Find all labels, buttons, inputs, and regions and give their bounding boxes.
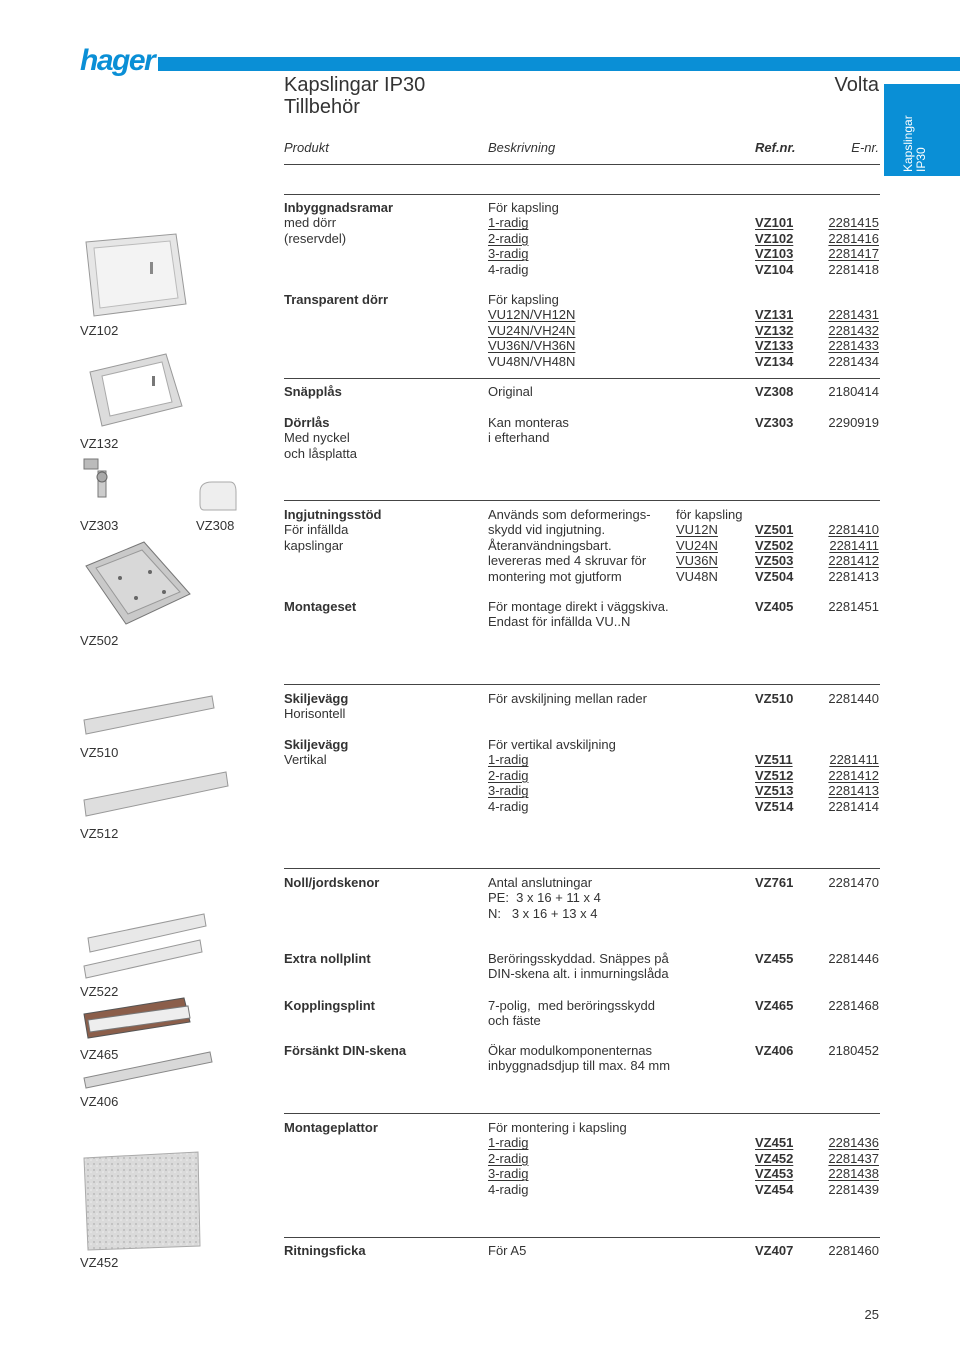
product-sub: och låsplatta — [284, 445, 357, 461]
e-nr: 2281436 — [828, 1135, 879, 1151]
e-nr: 2281412 — [828, 767, 879, 783]
desc: inbyggnadsdjup till max. 84 mm — [488, 1058, 671, 1074]
desc: DIN-skena alt. i inmurningslåda — [488, 966, 669, 982]
desc: Endast för infällda VU..N — [488, 614, 631, 630]
e-nr: 2281468 — [828, 998, 879, 1013]
e-nr: 2281416 — [828, 230, 879, 246]
e-nr: 2281437 — [828, 1150, 879, 1166]
e-nr: 2281431 — [828, 307, 879, 323]
col-produkt: Produkt — [284, 140, 329, 155]
product-name: Skiljevägg — [284, 737, 349, 752]
rule-s9 — [284, 868, 880, 869]
e-nr: 2281417 — [828, 246, 879, 262]
e-nr: 2281411 — [829, 752, 879, 768]
ref-nr: VZ406 — [755, 1043, 794, 1058]
image-vz308 — [196, 480, 240, 516]
product-name: Noll/jordskenor — [284, 875, 380, 890]
e-nr: 2281433 — [828, 338, 879, 354]
title-line-1: Kapslingar IP30 — [284, 74, 426, 96]
label-vz465: VZ465 — [80, 1047, 119, 1062]
desc: 4-radig — [488, 1181, 529, 1197]
product-name: Dörrlås — [284, 415, 330, 430]
ref-nr: VZ465 — [755, 998, 794, 1013]
title-line-2: Tillbehör — [284, 96, 360, 118]
product-name: Extra nollplint — [284, 951, 371, 966]
ref-nr: VZ514 — [755, 798, 794, 814]
side-tab — [884, 84, 960, 176]
label-vz512: VZ512 — [80, 826, 119, 841]
label-vz502: VZ502 — [80, 633, 119, 648]
image-vz502 — [80, 538, 196, 628]
ref-nr: VZ511 — [755, 752, 793, 768]
ref-nr: VZ513 — [755, 783, 794, 799]
product-sub: För infällda — [284, 522, 349, 538]
ref-nr: VZ455 — [755, 951, 794, 966]
desc: För A5 — [488, 1243, 527, 1258]
e-nr: 2281414 — [828, 798, 879, 814]
rule-s7 — [284, 684, 880, 685]
e-nr: 2180452 — [828, 1043, 879, 1058]
image-vz406 — [80, 1048, 216, 1092]
desc: Återanvändningsbart. — [488, 537, 612, 553]
e-nr: 2281415 — [828, 215, 879, 231]
ref-nr: VZ308 — [755, 384, 794, 399]
image-vz522 — [80, 912, 210, 980]
desc: 2-radig — [488, 1150, 529, 1166]
e-nr: 2281413 — [828, 783, 879, 799]
ref-nr: VZ407 — [755, 1243, 794, 1258]
e-nr: 2281413 — [828, 568, 879, 584]
page-number: 25 — [864, 1307, 879, 1322]
ref-nr: VZ504 — [755, 568, 794, 584]
image-vz510 — [80, 690, 218, 740]
desc: 1-radig — [488, 215, 529, 231]
image-vz132 — [86, 352, 186, 430]
rule-s5 — [284, 500, 880, 501]
desc: skydd vid ingjutning. — [488, 522, 606, 538]
e-nr: 2281438 — [828, 1166, 879, 1182]
label-vz303: VZ303 — [80, 518, 119, 533]
desc-head: För kapsling — [488, 200, 559, 215]
e-nr: 2290919 — [828, 415, 879, 430]
e-nr: 2281418 — [828, 261, 879, 277]
rule-s1 — [284, 194, 880, 195]
ref-nr: VZ510 — [755, 691, 794, 706]
image-vz465 — [80, 996, 196, 1044]
desc: Beröringsskyddad. Snäppes på — [488, 951, 669, 966]
e-nr: 2281440 — [828, 691, 879, 706]
ref-nr: VZ104 — [755, 261, 794, 277]
e-nr: 2281460 — [828, 1243, 879, 1258]
product-sub: (reservdel) — [284, 230, 347, 246]
image-vz512 — [80, 768, 232, 820]
label-vz406: VZ406 — [80, 1094, 119, 1109]
desc: i efterhand — [488, 430, 550, 446]
product-name: Kopplingsplint — [284, 998, 375, 1013]
e-nr: 2281446 — [828, 951, 879, 966]
ref-nr: VZ501 — [755, 522, 794, 538]
e-nr: 2281410 — [828, 522, 879, 538]
ref-nr: VZ452 — [755, 1150, 794, 1166]
desc: levereras med 4 skruvar för — [488, 553, 647, 569]
desc-head: för kapsling — [676, 507, 743, 522]
desc: och fäste — [488, 1013, 541, 1029]
e-nr: 2281434 — [828, 353, 879, 369]
e-nr: 2281451 — [828, 599, 879, 614]
ref-nr: VZ303 — [755, 415, 794, 430]
desc: 3-radig — [488, 1166, 529, 1182]
ref-nr: VZ453 — [755, 1166, 794, 1182]
hager-logo: hager — [80, 44, 155, 77]
desc: VU36N — [676, 553, 718, 569]
desc: PE: 3 x 16 + 11 x 4 — [488, 890, 601, 906]
label-vz452: VZ452 — [80, 1255, 119, 1270]
desc: 1-radig — [488, 752, 529, 768]
e-nr: 2180414 — [828, 384, 879, 399]
ref-nr: VZ454 — [755, 1181, 794, 1197]
desc: VU36N/VH36N — [488, 338, 576, 354]
desc: VU12N/VH12N — [488, 307, 576, 323]
ref-nr: VZ102 — [755, 230, 794, 246]
desc: Antal anslutningar — [488, 875, 593, 890]
desc: 7-polig, med beröringsskydd — [488, 998, 655, 1013]
desc: N: 3 x 16 + 13 x 4 — [488, 905, 598, 921]
col-ref: Ref.nr. — [755, 140, 796, 155]
product-sub: Med nyckel — [284, 430, 350, 446]
ref-nr: VZ451 — [755, 1135, 794, 1151]
desc: För avskiljning mellan rader — [488, 691, 647, 706]
desc: 1-radig — [488, 1135, 529, 1151]
ref-nr: VZ132 — [755, 322, 794, 338]
desc-head: För kapsling — [488, 292, 559, 307]
rule-s13 — [284, 1113, 880, 1114]
desc: För montage direkt i väggskiva. — [488, 599, 669, 614]
page-title — [284, 74, 425, 118]
side-tab-text: Kapslingar IP30 — [901, 115, 928, 172]
e-nr: 2281412 — [828, 553, 879, 569]
product-sub: kapslingar — [284, 537, 344, 553]
col-beskrivning: Beskrivning — [488, 140, 556, 155]
rule-s14 — [284, 1237, 880, 1238]
desc: 4-radig — [488, 798, 529, 814]
ref-nr: VZ512 — [755, 767, 794, 783]
ref-nr: VZ761 — [755, 875, 794, 890]
label-vz308: VZ308 — [196, 518, 235, 533]
desc: 4-radig — [488, 261, 529, 277]
label-vz510: VZ510 — [80, 745, 119, 760]
desc: montering mot gjutform — [488, 568, 622, 584]
desc: Original — [488, 384, 533, 399]
e-nr: 2281439 — [828, 1181, 879, 1197]
desc: 3-radig — [488, 783, 529, 799]
desc-head: För vertikal avskiljning — [488, 737, 616, 752]
desc-head: För montering i kapsling — [488, 1120, 627, 1135]
product-sub: Vertikal — [284, 752, 327, 768]
series-name: Volta — [834, 74, 879, 96]
ref-nr: VZ133 — [755, 338, 794, 354]
label-vz132: VZ132 — [80, 436, 119, 451]
desc: VU48N/VH48N — [488, 353, 576, 369]
desc: 2-radig — [488, 767, 529, 783]
col-enr: E-nr. — [851, 140, 879, 155]
desc: VU24N/VH24N — [488, 322, 576, 338]
desc: Kan monteras — [488, 415, 569, 430]
product-name: Ritningsficka — [284, 1243, 366, 1258]
product-name: Ingjutningsstöd — [284, 507, 382, 522]
product-sub: med dörr — [284, 215, 337, 231]
brand-bar — [158, 57, 960, 71]
ref-nr: VZ101 — [755, 215, 794, 231]
image-vz102 — [80, 232, 190, 322]
e-nr: 2281411 — [829, 537, 879, 553]
desc: Används som deformerings- — [488, 507, 651, 522]
desc: 2-radig — [488, 230, 529, 246]
product-name: Skiljevägg — [284, 691, 349, 706]
ref-nr: VZ405 — [755, 599, 794, 614]
desc: Ökar modulkomponenternas — [488, 1043, 653, 1058]
ref-nr: VZ103 — [755, 246, 794, 262]
product-name: Inbyggnadsramar — [284, 200, 394, 215]
ref-nr: VZ134 — [755, 353, 794, 369]
desc: 3-radig — [488, 246, 529, 262]
product-sub: Horisontell — [284, 706, 346, 722]
desc: VU12N — [676, 522, 718, 538]
label-vz522: VZ522 — [80, 984, 119, 999]
header-rule — [284, 164, 880, 165]
label-vz102: VZ102 — [80, 323, 119, 338]
product-name: Snäpplås — [284, 384, 342, 399]
ref-nr: VZ502 — [755, 537, 794, 553]
rule-s3 — [284, 378, 880, 379]
product-name: Transparent dörr — [284, 292, 389, 307]
desc: VU48N — [676, 568, 718, 584]
image-vz303 — [80, 457, 120, 505]
e-nr: 2281432 — [828, 322, 879, 338]
ref-nr: VZ503 — [755, 553, 794, 569]
product-name: Montageplattor — [284, 1120, 378, 1135]
image-vz452 — [80, 1150, 204, 1254]
product-name: Försänkt DIN-skena — [284, 1043, 407, 1058]
product-name: Montageset — [284, 599, 357, 614]
ref-nr: VZ131 — [755, 307, 794, 323]
e-nr: 2281470 — [828, 875, 879, 890]
desc: VU24N — [676, 537, 718, 553]
